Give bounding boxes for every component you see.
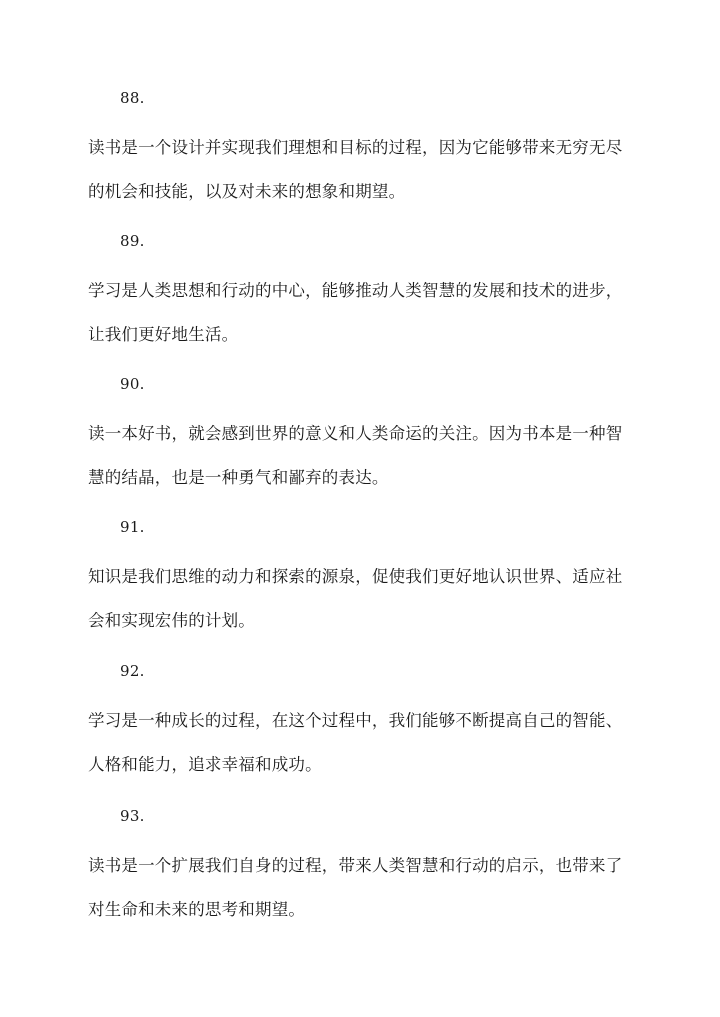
text-line: 读书是一个设计并实现我们理想和目标的过程，因为它能够带来无穷无尽 — [88, 138, 623, 157]
entry-number: 89. — [120, 232, 145, 250]
entry-number: 88. — [120, 89, 145, 107]
entry-text — [88, 126, 633, 214]
text-line: 学习是人类思想和行动的中心，能够推动人类智慧的发展和技术的进步， — [88, 281, 623, 300]
entry-text — [88, 699, 633, 787]
entry-text — [88, 269, 633, 357]
text-line: 学习是一种成长的过程，在这个过程中，我们能够不断提高自己的智能、 — [88, 711, 623, 730]
text-line: 读书是一个扩展我们自身的过程，带来人类智慧和行动的启示，也带来了 — [88, 856, 623, 875]
text-line: 知识是我们思维的动力和探索的源泉，促使我们更好地认识世界、适应社 — [88, 567, 623, 586]
text-line: 慧的结晶，也是一种勇气和鄙弃的表达。 — [88, 468, 389, 487]
entry-number: 92. — [120, 662, 145, 680]
text-line: 会和实现宏伟的计划。 — [88, 611, 255, 630]
entry-number: 90. — [120, 375, 145, 393]
entry-text — [88, 555, 633, 643]
text-line: 让我们更好地生活。 — [88, 325, 239, 344]
text-line: 人格和能力，追求幸福和成功。 — [88, 755, 322, 774]
text-line: 读一本好书，就会感到世界的意义和人类命运的关注。因为书本是一种智 — [88, 424, 623, 443]
entry-text — [88, 844, 633, 932]
entry-number: 91. — [120, 518, 145, 536]
text-line: 的机会和技能，以及对未来的想象和期望。 — [88, 182, 406, 201]
entry-number: 93. — [120, 807, 145, 825]
text-line: 对生命和未来的思考和期望。 — [88, 900, 306, 919]
entry-text — [88, 412, 633, 500]
